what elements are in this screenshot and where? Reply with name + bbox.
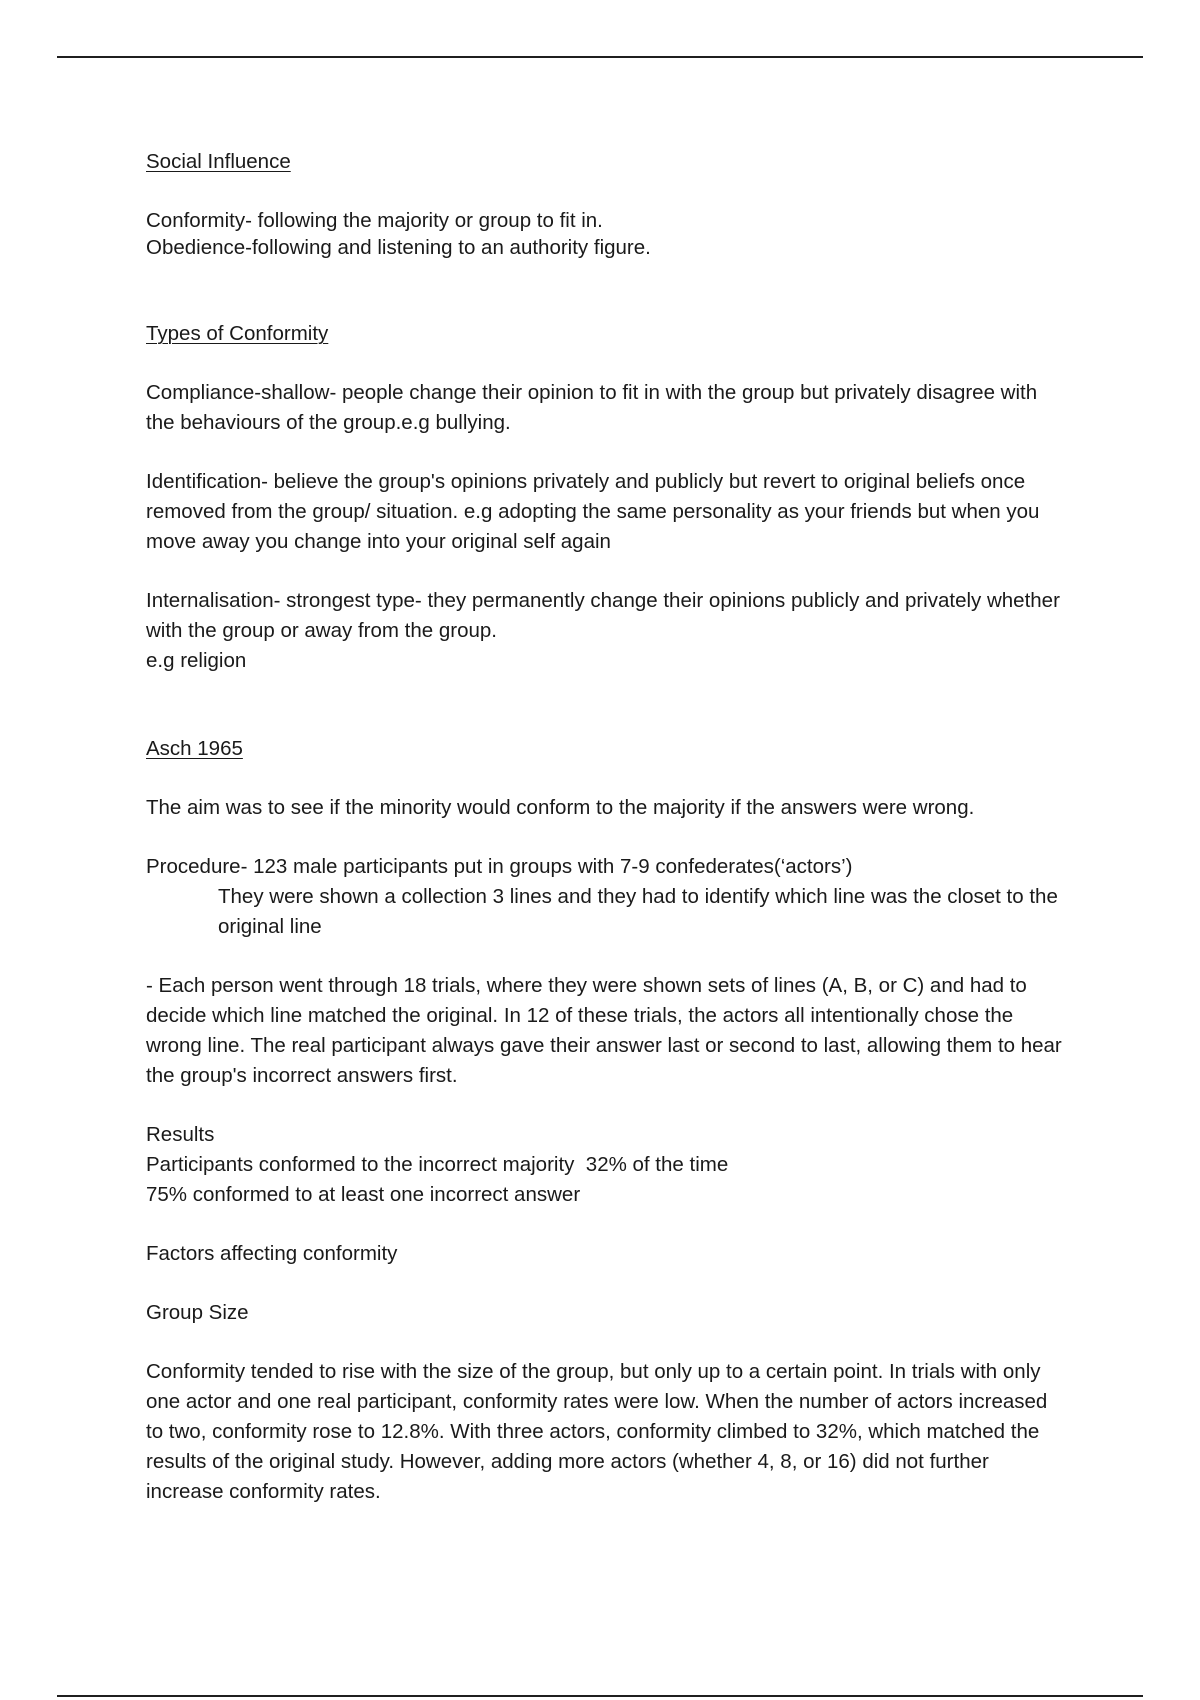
heading-social-influence: Social Influence xyxy=(146,150,291,173)
result-item-1: Participants conformed to the incorrect majority 32% of the time xyxy=(146,1153,729,1176)
asch-procedure-detail: They were shown a collection 3 lines and they had to identify which line was the closet to the original line xyxy=(218,885,1058,938)
header-rule xyxy=(57,56,1143,58)
asch-procedure-paragraph: Procedure- 123 male participants put in groups with 7-9 confederates(‘actors’) xyxy=(146,855,853,878)
group-size-label: Group Size xyxy=(146,1301,249,1324)
heading-types-of-conformity: Types of Conformity xyxy=(146,322,329,345)
asch-aim-paragraph: The aim was to see if the minority would conform to the majority if the answers were wrong. xyxy=(146,796,975,819)
footer-rule xyxy=(57,1695,1143,1697)
conformity-definition: Conformity- following the majority or group to fit in. xyxy=(146,209,603,232)
group-size-paragraph: Conformity tended to rise with the size of the group, but only up to a certain point. In trials with only one actor and one real participant, conformity rates were low. When the number of actors increased to two, conformity rose to 12.8%. With three actors, conformity climbed to 32%, which matched the results of the original study. However, adding more actors (whether 4, 8, or 16) did not further increase conformity rates. xyxy=(146,1360,1048,1503)
identification-paragraph: Identification- believe the group's opinions privately and publicly but revert to original beliefs once removed from the group/ situation. e.g adopting the same personality as your friends but when you move away you change into your original self again xyxy=(146,470,1040,553)
results-label: Results xyxy=(146,1123,215,1146)
factors-label: Factors affecting conformity xyxy=(146,1242,398,1265)
compliance-paragraph: Compliance-shallow- people change their opinion to fit in with the group but privately disagree with the behaviours of the group.e.g bullying. xyxy=(146,381,1038,434)
obedience-definition: Obedience-following and listening to an authority figure. xyxy=(146,236,651,259)
internalisation-paragraph: Internalisation- strongest type- they permanently change their opinions publicly and privately whether with the group or away from the group. xyxy=(146,589,1060,642)
result-item-2: 75% conformed to at least one incorrect answer xyxy=(146,1183,581,1206)
heading-asch-1965: Asch 1965 xyxy=(146,737,243,760)
document-body xyxy=(146,147,1066,1507)
internalisation-example: e.g religion xyxy=(146,649,247,672)
asch-trials-paragraph: - Each person went through 18 trials, where they were shown sets of lines (A, B, or C) and had to decide which line matched the original. In 12 of these trials, the actors all intentionally chose the wrong line. The real participant always gave their answer last or second to last, allowing them to hear the group's incorrect answers first. xyxy=(146,974,1062,1087)
